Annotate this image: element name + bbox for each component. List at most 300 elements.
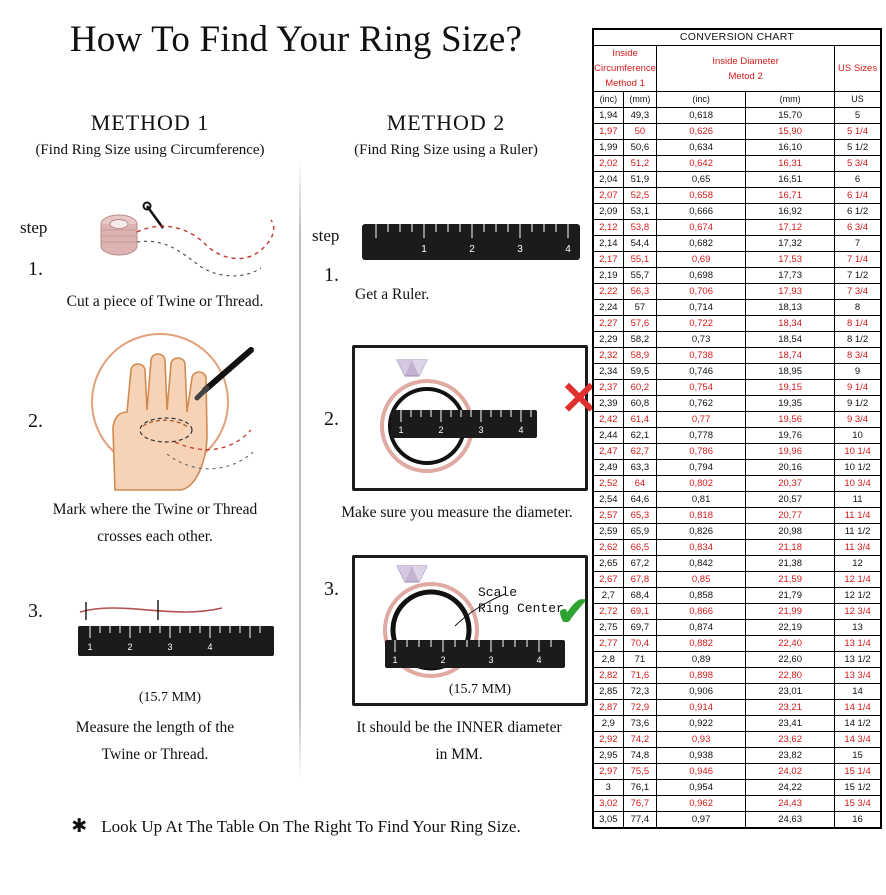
table-cell: 56,3 [623, 284, 656, 300]
table-cell: 2,75 [594, 620, 624, 636]
table-row [594, 668, 881, 684]
table-cell: 15 1/4 [835, 764, 881, 780]
table-cell: 51,9 [623, 172, 656, 188]
table-cell: 21,18 [746, 540, 835, 556]
header-col1-label: Inside Circumference [594, 48, 656, 74]
svg-text:3: 3 [167, 642, 173, 652]
table-row [594, 396, 881, 412]
footnote [0, 815, 592, 838]
table-cell: 63,3 [623, 460, 656, 476]
table-row [594, 540, 881, 556]
table-cell: 5 1/2 [835, 140, 881, 156]
method-2-step-1-caption: Get a Ruler. [355, 286, 430, 303]
table-cell: 18,54 [746, 332, 835, 348]
table-cell: 0,802 [657, 476, 746, 492]
table-cell: 62,1 [623, 428, 656, 444]
table-cell: 10 3/4 [835, 476, 881, 492]
table-cell: 0,922 [657, 716, 746, 732]
unit-us: US [835, 92, 881, 108]
header-us-sizes: US Sizes [835, 46, 881, 92]
table-cell: 16 [835, 812, 881, 828]
table-cell: 0,762 [657, 396, 746, 412]
footnote-text: Look Up At The Table On The Right To Find Your Ring Size. [101, 817, 521, 836]
table-cell: 0,674 [657, 220, 746, 236]
table-cell: 2,87 [594, 700, 624, 716]
table-cell: 0,906 [657, 684, 746, 700]
svg-text:3: 3 [478, 425, 484, 435]
scale-ring-center-label [478, 585, 564, 618]
method-1-step-3-caption-line2: Twine or Thread. [101, 746, 209, 763]
table-cell: 3,02 [594, 796, 624, 812]
table-cell: 0,65 [657, 172, 746, 188]
table-cell: 21,99 [746, 604, 835, 620]
table-cell: 0,85 [657, 572, 746, 588]
table-cell: 17,12 [746, 220, 835, 236]
table-cell: 20,57 [746, 492, 835, 508]
table-header-row [594, 46, 881, 92]
table-row [594, 364, 881, 380]
table-cell: 0,754 [657, 380, 746, 396]
table-row [594, 172, 881, 188]
table-row [594, 124, 881, 140]
table-cell: 2,57 [594, 508, 624, 524]
table-cell: 12 1/2 [835, 588, 881, 604]
table-cell: 51,2 [623, 156, 656, 172]
table-cell: 21,38 [746, 556, 835, 572]
table-cell: 22,60 [746, 652, 835, 668]
table-cell: 13 1/2 [835, 652, 881, 668]
table-cell: 2,42 [594, 412, 624, 428]
table-cell: 0,874 [657, 620, 746, 636]
svg-text:1: 1 [392, 655, 398, 665]
table-row [594, 300, 881, 316]
table-cell: 23,82 [746, 748, 835, 764]
table-cell: 74,2 [623, 732, 656, 748]
table-cell: 0,93 [657, 732, 746, 748]
unit-mm-1: (mm) [623, 92, 656, 108]
table-cell: 0,914 [657, 700, 746, 716]
table-cell: 8 1/4 [835, 316, 881, 332]
table-cell: 0,81 [657, 492, 746, 508]
table-cell: 7 [835, 236, 881, 252]
table-cell: 20,77 [746, 508, 835, 524]
table-row [594, 732, 881, 748]
table-cell: 2,7 [594, 588, 624, 604]
table-cell: 69,7 [623, 620, 656, 636]
table-cell: 16,10 [746, 140, 835, 156]
table-cell: 0,618 [657, 108, 746, 124]
table-cell: 9 1/4 [835, 380, 881, 396]
table-cell: 12 1/4 [835, 572, 881, 588]
table-cell: 18,74 [746, 348, 835, 364]
table-title-row [594, 30, 881, 46]
table-cell: 2,54 [594, 492, 624, 508]
table-row [594, 428, 881, 444]
table-cell: 73,6 [623, 716, 656, 732]
table-cell: 2,12 [594, 220, 624, 236]
unit-inc-2: (inc) [657, 92, 746, 108]
table-row [594, 204, 881, 220]
table-cell: 60,2 [623, 380, 656, 396]
table-cell: 15 3/4 [835, 796, 881, 812]
table-cell: 1,94 [594, 108, 624, 124]
table-cell: 1,99 [594, 140, 624, 156]
table-cell: 0,826 [657, 524, 746, 540]
asterisk-icon: ✱ [71, 816, 88, 837]
svg-text:3: 3 [488, 655, 494, 665]
svg-text:2: 2 [469, 244, 475, 255]
table-cell: 14 3/4 [835, 732, 881, 748]
svg-text:2: 2 [438, 425, 444, 435]
table-cell: 2,52 [594, 476, 624, 492]
table-row [594, 572, 881, 588]
table-row [594, 460, 881, 476]
header-col2-label: Inside Diameter [712, 55, 779, 67]
table-cell: 0,89 [657, 652, 746, 668]
table-cell: 0,658 [657, 188, 746, 204]
method-1-step-2-caption-line2: crosses each other. [97, 528, 213, 545]
table-cell: 2,37 [594, 380, 624, 396]
unit-mm-2: (mm) [746, 92, 835, 108]
table-cell: 77,4 [623, 812, 656, 828]
table-cell: 2,22 [594, 284, 624, 300]
table-cell: 75,5 [623, 764, 656, 780]
table-cell: 2,97 [594, 764, 624, 780]
table-cell: 0,698 [657, 268, 746, 284]
table-cell: 11 1/2 [835, 524, 881, 540]
table-cell: 6 1/2 [835, 204, 881, 220]
table-cell: 68,4 [623, 588, 656, 604]
table-cell: 13 3/4 [835, 668, 881, 684]
method-2-step-3-caption-line2: in MM. [435, 746, 483, 763]
table-cell: 24,02 [746, 764, 835, 780]
method-1-step-1-caption: Cut a piece of Twine or Thread. [66, 293, 264, 310]
table-cell: 16,71 [746, 188, 835, 204]
table-cell: 13 [835, 620, 881, 636]
table-cell: 15,70 [746, 108, 835, 124]
table-cell: 0,626 [657, 124, 746, 140]
table-cell: 1,97 [594, 124, 624, 140]
table-cell: 2,14 [594, 236, 624, 252]
table-cell: 18,34 [746, 316, 835, 332]
table-row [594, 492, 881, 508]
method-2-step-2-number: 2. [324, 408, 339, 430]
table-row [594, 652, 881, 668]
table-cell: 14 1/2 [835, 716, 881, 732]
table-cell: 2,95 [594, 748, 624, 764]
table-cell: 22,40 [746, 636, 835, 652]
table-cell: 0,866 [657, 604, 746, 620]
table-row [594, 476, 881, 492]
method-1-step-1-number: 1. [28, 258, 43, 280]
table-row [594, 620, 881, 636]
table-cell: 15 [835, 748, 881, 764]
method-2-step-1-number: 1. [324, 264, 339, 286]
svg-text:4: 4 [207, 642, 213, 652]
table-cell: 9 3/4 [835, 412, 881, 428]
table-cell: 5 3/4 [835, 156, 881, 172]
table-cell: 12 [835, 556, 881, 572]
hand-thread-illustration [55, 330, 290, 495]
table-cell: 6 3/4 [835, 220, 881, 236]
svg-text:4: 4 [518, 425, 524, 435]
table-cell: 72,9 [623, 700, 656, 716]
table-cell: 0,77 [657, 412, 746, 428]
table-cell: 0,882 [657, 636, 746, 652]
table-row [594, 316, 881, 332]
table-row [594, 556, 881, 572]
table-cell: 17,53 [746, 252, 835, 268]
table-cell: 50,6 [623, 140, 656, 156]
table-cell: 2,82 [594, 668, 624, 684]
table-row [594, 716, 881, 732]
table-row [594, 700, 881, 716]
table-cell: 11 1/4 [835, 508, 881, 524]
table-cell: 23,21 [746, 700, 835, 716]
table-cell: 2,44 [594, 428, 624, 444]
page-title: How To Find Your Ring Size? [69, 19, 523, 60]
table-cell: 71,6 [623, 668, 656, 684]
table-cell: 19,76 [746, 428, 835, 444]
table-cell: 2,07 [594, 188, 624, 204]
table-unit-row [594, 92, 881, 108]
svg-text:1: 1 [87, 642, 93, 652]
table-cell: 74,8 [623, 748, 656, 764]
method-1-title: METHOD 1 [90, 110, 210, 135]
ring-diameter-wrong-panel [352, 345, 588, 491]
table-cell: 24,63 [746, 812, 835, 828]
table-cell: 0,778 [657, 428, 746, 444]
table-cell: 24,43 [746, 796, 835, 812]
table-cell: 2,85 [594, 684, 624, 700]
table-cell: 53,1 [623, 204, 656, 220]
table-row [594, 444, 881, 460]
table-cell: 15 1/2 [835, 780, 881, 796]
table-cell: 13 1/4 [835, 636, 881, 652]
table-cell: 0,738 [657, 348, 746, 364]
table-row [594, 380, 881, 396]
table-cell: 0,794 [657, 460, 746, 476]
table-cell: 22,80 [746, 668, 835, 684]
table-cell: 21,59 [746, 572, 835, 588]
table-cell: 60,8 [623, 396, 656, 412]
table-cell: 0,69 [657, 252, 746, 268]
table-cell: 0,898 [657, 668, 746, 684]
table-cell: 67,8 [623, 572, 656, 588]
table-cell: 2,67 [594, 572, 624, 588]
table-cell: 14 [835, 684, 881, 700]
table-cell: 55,7 [623, 268, 656, 284]
table-cell: 55,1 [623, 252, 656, 268]
table-cell: 6 [835, 172, 881, 188]
table-cell: 21,79 [746, 588, 835, 604]
table-cell: 0,746 [657, 364, 746, 380]
table-cell: 0,706 [657, 284, 746, 300]
table-cell: 2,24 [594, 300, 624, 316]
table-cell: 19,35 [746, 396, 835, 412]
svg-text:3: 3 [517, 244, 523, 255]
table-cell: 23,01 [746, 684, 835, 700]
header-inside-diameter [657, 46, 835, 92]
table-row [594, 220, 881, 236]
table-cell: 20,98 [746, 524, 835, 540]
table-cell: 2,62 [594, 540, 624, 556]
svg-text:2: 2 [127, 642, 133, 652]
table-cell: 8 1/2 [835, 332, 881, 348]
conversion-table-body [594, 108, 881, 828]
table-cell: 19,15 [746, 380, 835, 396]
table-cell: 2,29 [594, 332, 624, 348]
table-cell: 70,4 [623, 636, 656, 652]
method-2-column [300, 110, 592, 159]
method-2-step-word: step [312, 226, 340, 245]
table-row [594, 332, 881, 348]
table-cell: 2,27 [594, 316, 624, 332]
table-cell: 15,90 [746, 124, 835, 140]
svg-text:4: 4 [536, 655, 542, 665]
table-cell: 2,02 [594, 156, 624, 172]
table-row [594, 588, 881, 604]
table-cell: 10 1/2 [835, 460, 881, 476]
table-cell: 59,5 [623, 364, 656, 380]
table-row [594, 140, 881, 156]
table-cell: 9 [835, 364, 881, 380]
twine-illustration [85, 198, 285, 288]
table-cell: 2,34 [594, 364, 624, 380]
table-cell: 71 [623, 652, 656, 668]
unit-inc-1: (inc) [594, 92, 624, 108]
column-divider [299, 160, 301, 780]
table-cell: 0,73 [657, 332, 746, 348]
method-2-subtitle: (Find Ring Size using a Ruler) [354, 142, 538, 158]
table-cell: 76,7 [623, 796, 656, 812]
table-cell: 0,666 [657, 204, 746, 220]
table-cell: 0,634 [657, 140, 746, 156]
table-cell: 0,834 [657, 540, 746, 556]
table-cell: 2,17 [594, 252, 624, 268]
table-cell: 66,5 [623, 540, 656, 556]
table-cell: 0,938 [657, 748, 746, 764]
table-cell: 0,946 [657, 764, 746, 780]
table-cell: 65,9 [623, 524, 656, 540]
table-cell: 61,4 [623, 412, 656, 428]
table-cell: 69,1 [623, 604, 656, 620]
table-cell: 0,858 [657, 588, 746, 604]
table-cell: 10 [835, 428, 881, 444]
table-cell: 2,32 [594, 348, 624, 364]
table-cell: 11 [835, 492, 881, 508]
table-cell: 0,714 [657, 300, 746, 316]
table-cell: 22,19 [746, 620, 835, 636]
table-row [594, 524, 881, 540]
table-cell: 2,65 [594, 556, 624, 572]
table-cell: 62,7 [623, 444, 656, 460]
table-cell: 17,73 [746, 268, 835, 284]
table-cell: 17,93 [746, 284, 835, 300]
method-2-measure-note: (15.7 MM) [448, 682, 512, 697]
conversion-table [593, 29, 881, 828]
table-row [594, 268, 881, 284]
method-1-column [0, 110, 300, 159]
table-cell: 18,13 [746, 300, 835, 316]
table-cell: 24,22 [746, 780, 835, 796]
table-cell: 7 3/4 [835, 284, 881, 300]
table-cell: 5 1/4 [835, 124, 881, 140]
table-cell: 64 [623, 476, 656, 492]
table-cell: 53,8 [623, 220, 656, 236]
table-cell: 0,818 [657, 508, 746, 524]
table-row [594, 412, 881, 428]
method-1-measure-note: (15.7 MM) [138, 690, 202, 705]
table-cell: 3 [594, 780, 624, 796]
table-cell: 57 [623, 300, 656, 316]
table-cell: 16,31 [746, 156, 835, 172]
table-cell: 20,37 [746, 476, 835, 492]
table-cell: 0,962 [657, 796, 746, 812]
table-cell: 50 [623, 124, 656, 140]
table-cell: 58,2 [623, 332, 656, 348]
table-row [594, 236, 881, 252]
table-cell: 2,49 [594, 460, 624, 476]
svg-text:1: 1 [421, 244, 427, 255]
method-1-step-word: step [20, 218, 48, 237]
method-1-step-3-number: 3. [28, 600, 43, 622]
table-cell: 19,96 [746, 444, 835, 460]
table-cell: 6 1/4 [835, 188, 881, 204]
table-row [594, 156, 881, 172]
svg-text:1: 1 [398, 425, 404, 435]
table-cell: 3,05 [594, 812, 624, 828]
table-cell: 8 [835, 300, 881, 316]
table-cell: 2,04 [594, 172, 624, 188]
header-inside-circumference [594, 46, 657, 92]
svg-text:4: 4 [565, 244, 571, 255]
table-cell: 0,682 [657, 236, 746, 252]
method-1-subtitle: (Find Ring Size using Circumference) [35, 142, 265, 158]
table-cell: 2,92 [594, 732, 624, 748]
header-col2-sub: Metod 2 [728, 70, 763, 82]
table-row [594, 636, 881, 652]
scale-label-line2: Ring Center [478, 601, 564, 617]
table-cell: 20,16 [746, 460, 835, 476]
table-row [594, 108, 881, 124]
table-row [594, 684, 881, 700]
method-1-step-2-caption-line1: Mark where the Twine or Thread [52, 501, 258, 518]
table-cell: 16,92 [746, 204, 835, 220]
correct-mark-icon: ✔ [556, 590, 590, 634]
table-cell: 2,59 [594, 524, 624, 540]
method-2-step-3-caption-line1: It should be the INNER diameter [356, 719, 562, 736]
table-cell: 2,8 [594, 652, 624, 668]
incorrect-mark-icon: ✕ [560, 372, 599, 424]
table-row [594, 748, 881, 764]
table-cell: 0,842 [657, 556, 746, 572]
table-cell: 0,722 [657, 316, 746, 332]
conversion-chart [592, 28, 882, 829]
table-cell: 0,97 [657, 812, 746, 828]
table-row [594, 796, 881, 812]
svg-text:2: 2 [440, 655, 446, 665]
method-1-step-2-number: 2. [28, 410, 43, 432]
method-2-step-2-caption: Make sure you measure the diameter. [341, 504, 573, 521]
table-cell: 58,9 [623, 348, 656, 364]
table-cell: 0,954 [657, 780, 746, 796]
table-row [594, 604, 881, 620]
table-cell: 23,62 [746, 732, 835, 748]
scale-label-line1: Scale [478, 585, 518, 600]
table-cell: 65,3 [623, 508, 656, 524]
table-cell: 9 1/2 [835, 396, 881, 412]
